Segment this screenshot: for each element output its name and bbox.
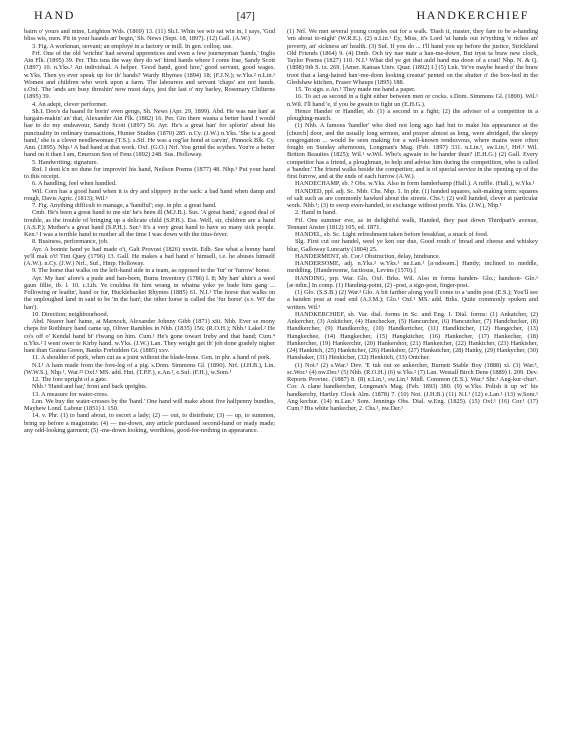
entry-paragraph: HANDED, ppl. adj. Sc. Nhb. Chs. Nhp. 1. In phr. (1) handed squares, salt-making term: squares of salt such as are commonly hawked about the streets. Chs.¹; (2) well handed, clever at particular work. Nhb.¹; (3) to swop even-handed, to exchange without profit. Yks. (J.W.), Nhp.¹ bbox=[287, 187, 538, 209]
entry-paragraph: HANDECHAMP, sb. ? Obs. w.Yks. Also in form handerhamp (Hall.). A ruffle. (Hall.), w.Yks.¹ bbox=[295, 180, 535, 188]
entry-paragraph: (1) Nrf. We met several young couples out for a walk. 'Dash it, master, they fare to be a-handing 'em about to-night' (W.R.E.). (2) n.Lin.¹ Ey, Miss, it's Lord 'at hands out iv'rything 'e riches an' poverty, an' sickness an' health. (3) Suf. If you do ... I'll hand you up before the justice, Strickland Old Friends (1864) 9. (4) Dmb. Och try nae mair a han-me-down, But tryst ta braw new clock, Taylor Poems (1827) 110. N.I.¹ What did ye get that auld hand ma doon of a coat! Nhp. N. & Q. (1898) 9th S. ix. 269. [Amer. Kansas Univ. Quar. (1892) I.] (5) Lnk. Ye've maybe heard o' the braw troot that a lang-haired han'-me-doon looking creatur' pented on the shutter o' the box-bed in the Gledshaw kitchen, Fraser Whaups (1895) 188. bbox=[287, 28, 538, 86]
entry-paragraph: HANDING, prp. War. Glo. Oxf. Brks. Wil. Also in forms handen- Glo.; handson- Glo.¹ [æ·ndin.] In comp. (1) Handing-point, (2) -post, a sign-post, finger-post. bbox=[287, 274, 538, 289]
entry-paragraph: 2. Hand in hand. bbox=[295, 209, 337, 217]
entry-paragraph: 3. Fig. A workman, servant; an employé in a factory or mill. In gen. colloq. use. bbox=[32, 42, 233, 50]
entry-paragraph: 9. The horse that walks on the left-hand side in a team, as opposed to the 'fur' or 'furrow' horse. bbox=[32, 267, 271, 275]
entry-paragraph: Abd. Nearer han' hame, at Marnoch, Alexander Johnny Gibb (1871) xiii. Nhb. Ever se mony cheps fre Rothbury hand came up, Oliver Rambles in Nhb. (1835) 156; (R.O.H.); Nhb.¹ Lakel.² He co's off o' Kendal hand bi' t'twang on him. Cum.¹ He's gone towart Ireby and that hand; Cum.⁴ n.Yks.² I went ower te Kirby hand. w.Yks. (J.W.) Lan. They weight get th' job done gradely nigher hant than Gratna Green, Banks Forbidden Gt. (1885) xxv. bbox=[24, 318, 275, 354]
entry-paragraph: 13. A measure for water-cress. bbox=[32, 390, 109, 398]
entry-paragraph: (1) Nhb. A famous 'handler' who died not long ago had but to make his appearance at the [church] door, and the usually long sermon, and prayer almost as long, were abridged, the sleepy congregation ... would be seen making for a well-known rendezvous, where mains were often fought on Sunday afternoons, Longman's Mag. (Feb. 1897) 331. n.Lin.¹, sw.Lin.¹, Hrf.¹ Wil. Britton Beauties (1825); Wil.¹ w.Wil. Who's agwain to be hander thun? (E.H.G.) (2) Gall. Every competitor has a friend, a ploughman, to help and advise him during the competition, who is called a 'hander.' The friend walks beside the competitor, and is of special service in the opening up of the first furrow, and at the ends of each furrow (A.W.). bbox=[287, 122, 538, 180]
entry-paragraph: HANDEL, sb. Sc. Light refreshment taken before breakfast, a snack of food. bbox=[295, 231, 489, 238]
entry-paragraph: 12. The fore upright of a gate. bbox=[32, 376, 108, 383]
entry-paragraph: (1) Glo. (S.S.B.) (2) War.³ Glo. A bit farther along you'll come to a 'andin post (E.S.); You'll see a handen post at road end (A.J.M.); Glo.¹ Oxf.¹ MS. add. Brks. Quite commonly spoken and written. Wil.¹ bbox=[287, 289, 538, 311]
entry-paragraph: Fif. One summer eve, as in delightful walk, Handed, they past down Thirdpart's avenue, Tennant Anster (1812) 105, ed. 1871. bbox=[287, 216, 538, 231]
entry-paragraph: 8. Business, performance, job. bbox=[32, 238, 109, 246]
running-header bbox=[24, 8, 539, 26]
entry-paragraph: 14. v. Phr. (1) to hand about, to escort a lady; (2) — out, to distribute; (3) — up, to summon, bring up before a magistrate; (4) — me-down, any article purchased second-hand or ready made; any odd-looking garment; (5) -me-down looking, worthless, good-for-nothing in appearance. bbox=[24, 412, 275, 434]
entry-paragraph: 7. Fig. Anything difficult to manage, a 'handful'; esp. in phr. a great hand. bbox=[32, 202, 217, 209]
entry-paragraph: Nhb.¹ 'Hand and har,' front and back uprights. bbox=[32, 383, 148, 391]
entry-paragraph: Wil. Corn has a good hand when it is dry and slippery in the sack: a bad hand when damp and rough, Davis Agric. (1813); Wil.¹ bbox=[24, 187, 275, 202]
entry-paragraph: Sh.I. Doo's da haand fir borin' even gengs, Sh. News (Apr. 29, 1899). Abd. He was nae han' at bargain-makin' an' that, Alexander Ain Flk. (1882) 16. Per. Gin there wasna a better hand I would hae to do my endeavour, Sandy Scott (1897) 56. Ayr. He's a great han' for splorin' about his punctuality in ordinary transactions, Hunter Studies (1870) 285. n.Cy. (J.W.) n.Yks. 'She is a good hand,' she is a clever needlewoman (T.S.). s.Stf. He was a reg'lar hond at carvin', Pinnock Blk. Cy. Ann. (1895). Nhp.¹ A bad hand at that work. Oxf. (G.O.) Nrf. You grind the scythes. You're a better hand on it than I am, Emerson Son of Fens (1892) 248. Sus. Holloway. bbox=[24, 107, 275, 159]
header-right-word: HANDKERCHIEF bbox=[416, 8, 529, 22]
entry-paragraph: HANDERMENT, sb. Cor.² Obstruction, delay, hindrance. bbox=[295, 252, 441, 260]
entry-paragraph: HANDERSOME, adj. n.Yks.² w.Yks.¹ ne.Lan.¹ [a·ndəsəm.] Handy; inclined to meddle, meddling. [Handersome, factiosus, Levins (1570).] bbox=[287, 260, 538, 275]
entry-paragraph: 16. To act as second in a fight either between men or cocks. s.Dom. Simmons Gl. (1890). Wil.¹ n.Wil. I'll hand 'e, if you be gwain to fight un (E.H.G.). bbox=[287, 93, 538, 108]
entry-paragraph: 5. Handwriting; signature. bbox=[32, 158, 99, 166]
entry-paragraph: Rnf. I dont k'n no dune for improvin' his hand, Neilson Poems (1877) 48. Nhp.¹ Put your hand to this receipt. bbox=[24, 165, 275, 180]
right-column bbox=[287, 28, 538, 748]
entry-paragraph: Slg. First cut our handel, weel ye ken our due, Good routh o' bread and cheese and whiskey blue, Galloway Luncarty (1804) 25. bbox=[287, 238, 538, 253]
page-number: [47] bbox=[236, 10, 255, 22]
entry-paragraph: 15. To sign. e.An.¹ They made me hand a paper. bbox=[295, 86, 416, 93]
entry-paragraph: HANDKERCHIEF, sb. Var. dial. forms in Sc. and Eng. I. Dial. forms: (1) Ankatcher, (2) Ankercher, (3) Ankitcher, (4) Hanchecker, (5) Hancurchor, (6) Hancutcher, (7) Handchecker, (8) Handkercher, (9) Handkerchy, (10) Handkertcher, (11) Handkitcher, (12) Hangecher, (13) Hangkechee, (14) Hangkecher, (15) Hangkitcher, (16) Hankecher, (17) Hankecher, (18) Hankercher, (19) Hankerchir, (20) Hankershor, (21) Hanketcher, (22) Hankicher, (23) Hankisher, (24) Hankitch, (25) Hankitcher, (26) Hankshor, (27) Hankutcher, (28) Hanky, (29) Hankycher, (30) Hanshaker, (31) Henkicher, (32) Henkitch, (33) Ontcher. bbox=[287, 310, 538, 362]
entry-paragraph: 10. Direction; neighbourhood. bbox=[32, 310, 109, 318]
entry-paragraph: Lon. We buy the water-cresses by the 'hand.' One hand will make about five halfpenny bundles, Mayhew Lond. Labour (1851) I. 150. bbox=[24, 397, 275, 412]
entry-paragraph: 4. An adept, clever performer. bbox=[32, 100, 108, 108]
text-columns bbox=[24, 28, 539, 748]
entry-paragraph: Frf. One of the old 'wrichts' had several apprentices and even a few journeyman 'hands,' Inglis Ain Flk. (1895) 39. Per. This isna the way they do wi' hired hands where I come frae, Sandy Scott (1897) 10. n.Yks.² An individual. A helper. 'Good hand, good hire,' good servant, good wages. w.Yks. Then yo ever speak up for th' hands? Wardy Rhymes (1894) 18; (F.J.N.); w.Yks.² n.Lin.¹ Women and children who work upon a farm. The labourers and servant 'chaps' are not hands. s.Oxf. The 'ands are busy threshin' now most days, jest the last o' my barley, Rosemary Chilterns (1895) 39. bbox=[24, 49, 275, 101]
entry-paragraph: Ayr. A bonnie hand ye had made o't, Galt Provost (1826) xxviii. Edb. See what a bonny hand ye'll mak o't! Tint Quey (1796) 13. Gall. He makes a bad hand o' himsell, i.e. he abuses himself (A.W.). n.Cy. (J.W.) Nrf., Suf., Hmp. Holloway. bbox=[24, 245, 275, 267]
left-column bbox=[24, 28, 275, 748]
entry-paragraph: 11. A shoulder of pork, when cut as a joint without the blade-bone. Gen. in phr. a hand of pork. bbox=[32, 354, 271, 362]
entry-paragraph: 6. A handling, feel when handled. bbox=[32, 180, 117, 188]
entry-paragraph: (1) Not.³ (2) s.War.¹ Dev. 'E tuk out ze ankercher, Burnett Stable Boy (1888) xi. (3) War.³, sc.Wor.¹ (4) nw.Der.¹ (5) Nhb. (R.O.H.) (6) w.Yks.² (7) Lan. Westall Birch Dene (1889) I. 209. Dev. Reports Provinc. (1887) 8. (8) n.Lin.¹, sw.Lin.¹ Midl. Common (E.S.). War.³ Shr.¹ Ang-kur·chur¹. Cor. A clane handkercher, Longman's Mag. (Feb. 1893) 380. (9) w.Yks. Polish it up wi' his handkerchy, Hartley Clock Alm. (1878) 7. (10) Not. (J.H.B.) (11) N.I.¹ (12) e.Lan.¹ (13) w.Som.¹ Ang·kechur. (14) m.Lan.¹ Som. Jennings Obs. Dial. w.Eng. (1825). (15) Oxf.¹ (16) Cor.¹ (17) Cum.³ His white hankecher, 2. Chs.¹, nw.Der.¹ bbox=[287, 361, 538, 412]
header-left-word: HAND bbox=[34, 8, 76, 22]
entry-paragraph: Cmb. He's been a great hand to me sin' he's been ill (M.J.B.). Sus. 'A great hand,' a good deal of trouble, as the trouble of bringing up a delicate child (S.P.H.). Ess. Well, sir, children are a hand (A.S.P.); Mother's a great hand (S.P.H.). Sur.¹ It's a very great hand to have so many sick people. Ken.¹ I was a terrible hand to mother all the time I was down with the titus-fever. bbox=[24, 209, 275, 238]
entry-paragraph: N.I.¹ A ham made from the fore-leg of a pig. s.Dom. Simmons Gl. (1890). Nrf. (J.H.B.), Lin. (W.W.S.), Nhp.¹, War.²³ Oxf.¹ MS. add. Hnt. (T.P.F.), e.An.¹, e.Suf. (F.H.), w.Som.¹ bbox=[24, 361, 275, 376]
entry-paragraph: Hence Hander or Handler, sb. (1) a second in a fight; (2) the adviser of a competitor in a ploughing-match. bbox=[287, 107, 538, 122]
entry-paragraph: bairn o' yours and mine, Leighton Wds. (1869) 13. (11) Sh.I. Whin we wir sat win in, I says, 'Gud bliss wis, men. Pit in your haands an' begin,' Sh. News (Sept. 18, 1897). (12) Gall. (A.W.) bbox=[24, 28, 275, 43]
entry-paragraph: Ayr. My han' afore's a pude and han-been, Burns Inventory (1786) l. 8; My han' ahin's a weel gaun fillie, ib. l. 10. c.Lth. Ye couldna fit him wrang in whatna yoke ye bade him gang ... Following or leadin', hand or fur, Hucklebacket Rhymes (1885) 61. N.I.¹ The horse that walks on the unploughed land in said to be 'in the han'; the other horse is called the 'fur horse' (s.v. Wi' the han'). bbox=[24, 274, 275, 311]
